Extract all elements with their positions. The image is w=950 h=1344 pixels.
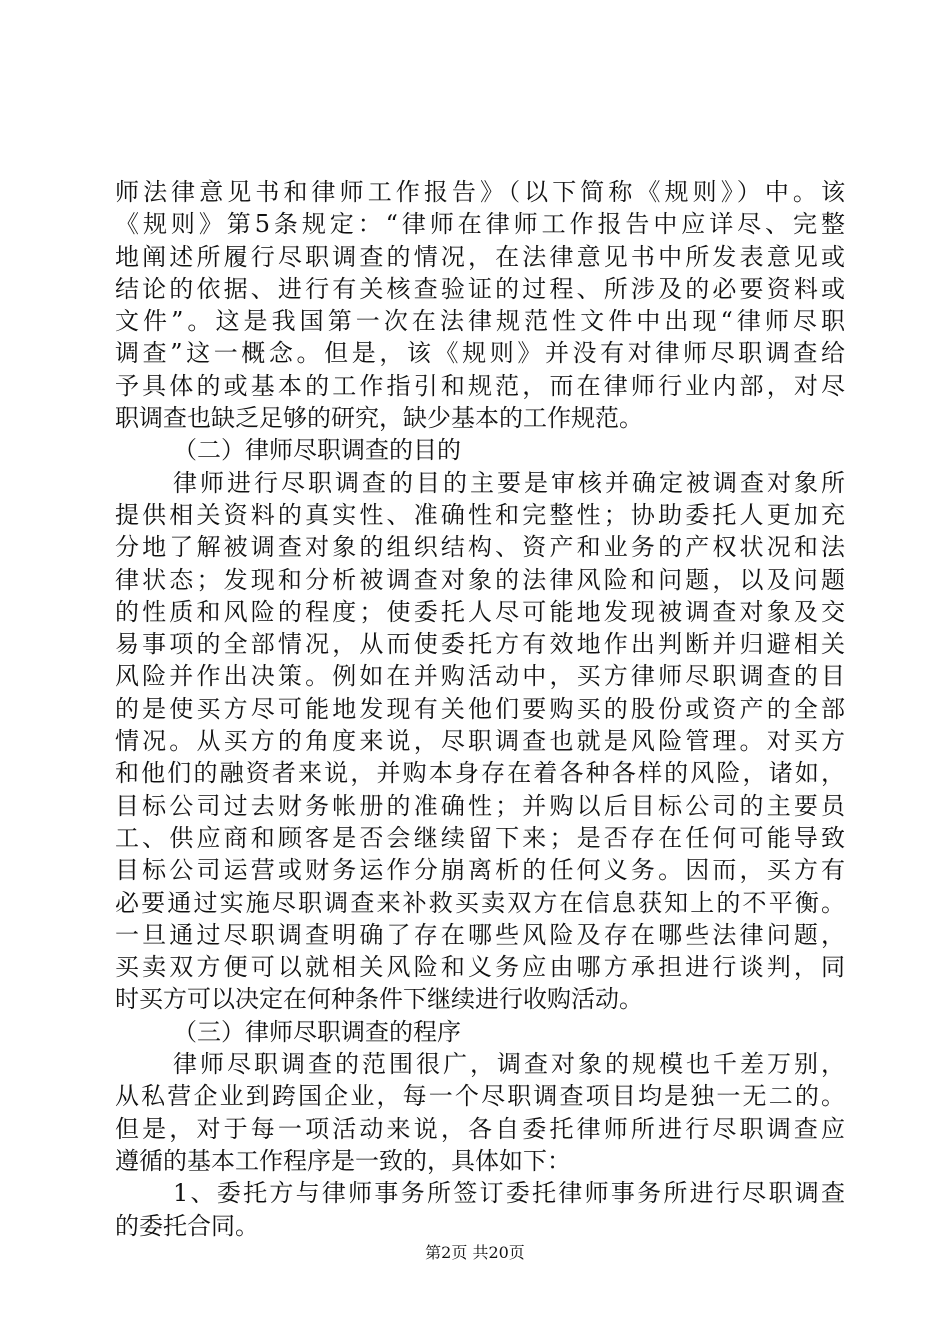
paragraph-line: 目标公司运营或财务运作分崩离析的任何义务。因而，买方有 (115, 856, 845, 885)
paragraph-line: 律状态；发现和分析被调查对象的法律风险和问题，以及问题 (115, 565, 845, 594)
paragraph-line: 易事项的全部情况，从而使委托方有效地作出判断并归避相关 (115, 630, 845, 659)
paragraph-line: 遵循的基本工作程序是一致的，具体如下： (115, 1146, 571, 1175)
paragraph-line: 1、委托方与律师事务所签订委托律师事务所进行尽职调查 (173, 1179, 845, 1208)
paragraph-line: 时买方可以决定在何种条件下继续进行收购活动。 (115, 985, 643, 1014)
paragraph-line: 工、供应商和顾客是否会继续留下来；是否存在任何可能导致 (115, 823, 845, 852)
paragraph-line: 律师进行尽职调查的目的主要是审核并确定被调查对象所 (173, 468, 845, 497)
paragraph-line: 结论的依据、进行有关核查验证的过程、所涉及的必要资料或 (115, 274, 845, 303)
paragraph-line: 提供相关资料的真实性、准确性和完整性；协助委托人更加充 (115, 500, 845, 529)
paragraph-line: 地阐述所履行尽职调查的情况，在法律意见书中所发表意见或 (115, 242, 845, 271)
paragraph-line: 风险并作出决策。例如在并购活动中，买方律师尽职调查的目 (115, 662, 845, 691)
paragraph-line: 的委托合同。 (115, 1211, 259, 1240)
paragraph-line: 文件”。这是我国第一次在法律规范性文件中出现“律师尽职 (115, 307, 845, 336)
paragraph-line: 但是，对于每一项活动来说，各自委托律师所进行尽职调查应 (115, 1114, 845, 1143)
paragraph-line: 分地了解被调查对象的组织结构、资产和业务的产权状况和法 (115, 533, 845, 562)
paragraph-line: 师法律意见书和律师工作报告》（以下简称《规则》）中。该 (115, 178, 845, 206)
paragraph-line: 予具体的或基本的工作指引和规范，而在律师行业内部，对尽 (115, 371, 845, 400)
paragraph-line: 必要通过实施尽职调查来补救买卖双方在信息获知上的不平衡。 (115, 888, 845, 917)
paragraph-line: 情况。从买方的角度来说，尽职调查也就是风险管理。对买方 (115, 727, 845, 756)
section-heading: （三）律师尽职调查的程序 (173, 1017, 461, 1046)
paragraph-line: 目标公司过去财务帐册的准确性；并购以后目标公司的主要员 (115, 791, 845, 820)
paragraph-line: 的性质和风险的程度；使委托人尽可能地发现被调查对象及交 (115, 597, 845, 626)
page-footer: 第2页 共20页 (425, 1243, 525, 1262)
body-text (115, 176, 845, 1242)
paragraph-line: 《规则》第5条规定：“律师在律师工作报告中应详尽、完整 (115, 210, 845, 239)
paragraph-line: 和他们的融资者来说，并购本身存在着各种各样的风险，诸如， (115, 759, 845, 788)
paragraph-line: 职调查也缺乏足够的研究，缺少基本的工作规范。 (115, 404, 643, 433)
paragraph-line: 的是使买方尽可能地发现有关他们要购买的股份或资产的全部 (115, 694, 845, 723)
paragraph-line: 一旦通过尽职调查明确了存在哪些风险及存在哪些法律问题， (115, 920, 845, 949)
paragraph-line: 买卖双方便可以就相关风险和义务应由哪方承担进行谈判，同 (115, 953, 845, 982)
paragraph-line: 从私营企业到跨国企业，每一个尽职调查项目均是独一无二的。 (115, 1082, 845, 1111)
paragraph-line: 调查”这一概念。但是，该《规则》并没有对律师尽职调查给 (115, 339, 845, 368)
section-heading: （二）律师尽职调查的目的 (173, 436, 461, 465)
paragraph-line: 律师尽职调查的范围很广，调查对象的规模也千差万别， (173, 1050, 845, 1079)
